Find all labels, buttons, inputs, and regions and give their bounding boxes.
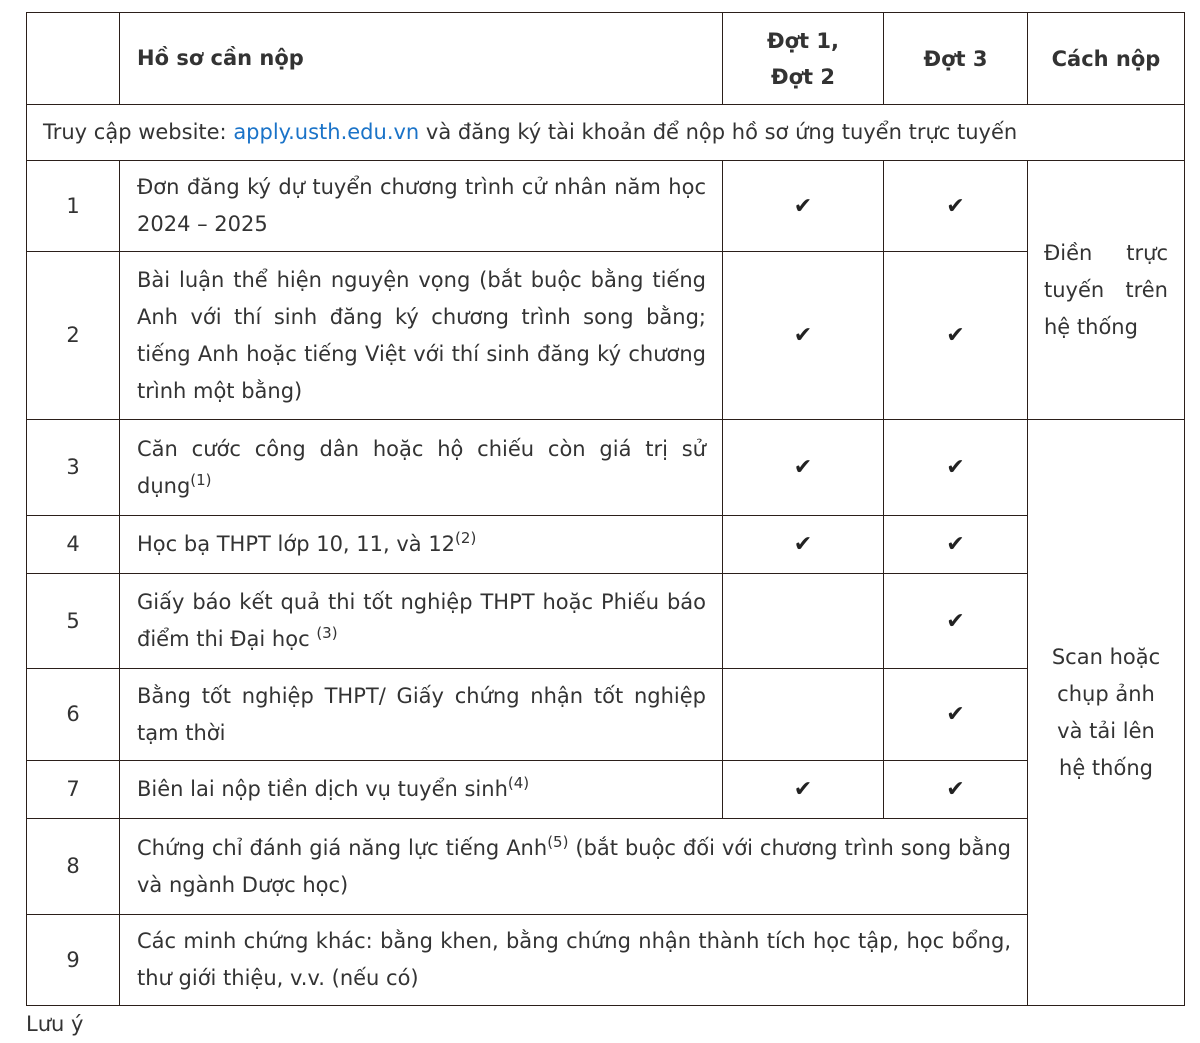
check-mark-icon: ✔ (946, 777, 965, 802)
check-mark-icon: ✔ (793, 532, 813, 557)
round-1-2-check (723, 420, 884, 516)
notice-suffix: và đăng ký tài khoản để nộp hồ sơ ứng tuyển trực tuyến (419, 120, 1018, 144)
header-documents: Hồ sơ cần nộp (120, 13, 723, 105)
footnote-ref: (2) (455, 529, 477, 547)
row-number: 8 (27, 819, 120, 915)
round-3-check (884, 516, 1028, 574)
check-mark-icon: ✔ (946, 532, 965, 557)
table-row (27, 761, 1185, 819)
document-text: Giấy báo kết quả thi tốt nghiệp THPT hoặc Phiếu báo điểm thi Đại học (137, 590, 706, 651)
document-text: Đơn đăng ký dự tuyển chương trình cử nhân năm học 2024 – 2025 (137, 175, 706, 236)
table-row (27, 669, 1185, 761)
header-blank (27, 13, 120, 105)
check-mark-icon: ✔ (946, 193, 965, 219)
round-1-2-check (723, 161, 884, 252)
round-1-2-check (723, 761, 884, 819)
table-row (27, 819, 1185, 915)
footer-note-cut: Lưu ý (26, 1012, 84, 1036)
row-number: 5 (27, 574, 120, 669)
document-text: Các minh chứng khác: bằng khen, bằng chứng nhận thành tích học tập, học bổng, thư giới thiệu, v.v. (nếu có) (137, 929, 1011, 990)
check-mark-icon: ✔ (946, 323, 965, 348)
table-row (27, 420, 1185, 516)
check-mark-icon: ✔ (793, 323, 813, 348)
document-description (120, 516, 723, 574)
submission-method-online: Điền trực tuyến trên hệ thống (1028, 161, 1185, 420)
round-3-check (884, 420, 1028, 516)
table-header-row (27, 13, 1185, 105)
document-description (120, 252, 723, 420)
footnote-ref: (5) (547, 832, 569, 851)
round-3-check (884, 669, 1028, 761)
document-description (120, 819, 1028, 915)
row-number: 3 (27, 420, 120, 516)
notice-row (27, 105, 1185, 161)
row-number: 9 (27, 915, 120, 1006)
row-number: 1 (27, 161, 120, 252)
row-number: 2 (27, 252, 120, 420)
table-row (27, 161, 1185, 252)
row-number: 6 (27, 669, 120, 761)
round-3-check (884, 574, 1028, 669)
table-row (27, 516, 1185, 574)
notice-cell (27, 105, 1185, 161)
footnote-ref: (1) (190, 470, 212, 489)
table-row (27, 915, 1185, 1006)
round-3-check (884, 761, 1028, 819)
check-mark-icon: ✔ (946, 608, 965, 634)
row-number: 4 (27, 516, 120, 574)
document-text: Căn cước công dân hoặc hộ chiếu còn giá trị sử dụng (137, 436, 706, 498)
check-mark-icon: ✔ (946, 455, 965, 480)
document-description (120, 915, 1028, 1006)
header-method: Cách nộp (1028, 13, 1185, 105)
document-description (120, 761, 723, 819)
round-3-check (884, 161, 1028, 252)
header-round-2-line: Đợt 2 (771, 64, 835, 89)
check-mark-icon: ✔ (793, 777, 813, 802)
submission-method-upload: Scan hoặc chụp ảnh và tải lên hệ thống (1028, 420, 1185, 1006)
apply-website-link[interactable]: apply.usth.edu.vn (233, 120, 420, 144)
application-documents-table (26, 12, 1185, 1006)
round-1-2-check (723, 252, 884, 420)
document-text: Bằng tốt nghiệp THPT/ Giấy chứng nhận tốt nghiệp tạm thời (137, 683, 706, 745)
table-row (27, 252, 1185, 420)
document-description (120, 669, 723, 761)
header-round-3: Đợt 3 (884, 13, 1028, 105)
document-text: Học bạ THPT lớp 10, 11, và 12 (137, 532, 456, 556)
check-mark-icon: ✔ (946, 702, 965, 727)
check-mark-icon: ✔ (793, 193, 813, 219)
header-round-1-line: Đợt 1, (767, 28, 839, 53)
footnote-ref: (3) (316, 624, 338, 642)
document-description (120, 574, 723, 669)
document-description (120, 161, 723, 252)
table-row (27, 574, 1185, 669)
round-3-check (884, 252, 1028, 420)
document-text: Biên lai nộp tiền dịch vụ tuyển sinh (137, 777, 508, 801)
document-text: Bài luận thể hiện nguyện vọng (bắt buộc bằng tiếng Anh với thí sinh đăng ký chương trình song bằng; tiếng Anh hoặc tiếng Việt với thí sinh đăng ký chương trình một bằng) (137, 267, 706, 403)
header-round-1-2 (723, 13, 884, 105)
footnote-ref: (4) (507, 774, 530, 792)
document-text-after: (bắt buộc đối với chương trình song bằng và ngành Dược học) (137, 835, 1011, 897)
row-number: 7 (27, 761, 120, 819)
round-1-2-empty (723, 574, 884, 669)
round-1-2-empty (723, 669, 884, 761)
document-text-before: Chứng chỉ đánh giá năng lực tiếng Anh (137, 835, 548, 860)
check-mark-icon: ✔ (793, 455, 813, 480)
document-description (120, 420, 723, 516)
notice-prefix: Truy cập website: (43, 120, 234, 144)
round-1-2-check (723, 516, 884, 574)
